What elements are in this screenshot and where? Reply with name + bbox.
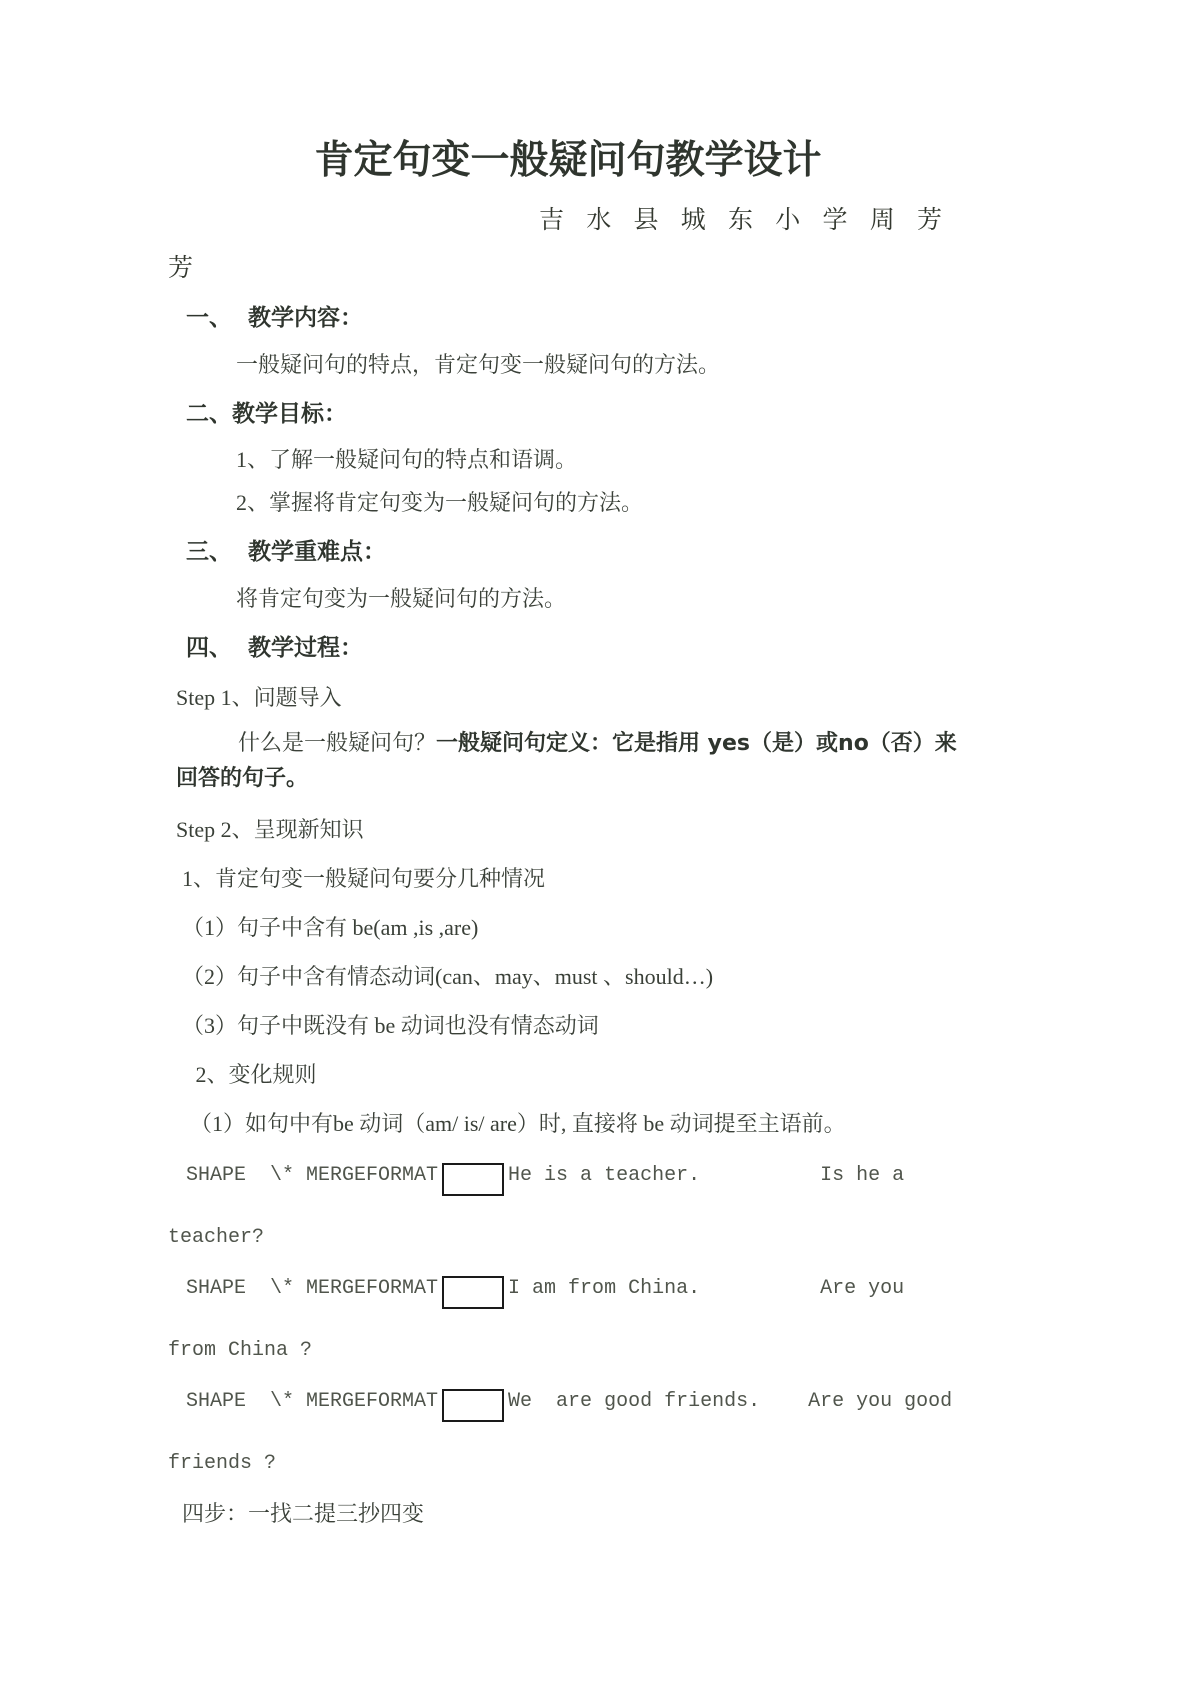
section-body-teaching-content: 一般疑问句的特点，肯定句变一般疑问句的方法。	[236, 351, 721, 377]
example-question-tail-1: teacher?	[168, 1225, 265, 1249]
example-row-3	[168, 1366, 968, 1479]
step-1-body	[168, 714, 968, 796]
step-1-definition: 一般疑问句定义：它是指用 yes（是）或no（否）来回答的句子。	[176, 731, 957, 792]
section-heading-key-difficulties: 三、 教学重难点：	[186, 539, 387, 566]
example-statement-2: I am from China.	[508, 1276, 701, 1300]
example-statement-1: He is a teacher.	[508, 1163, 701, 1187]
example-question-head-1: Is he a	[820, 1163, 905, 1187]
example-question-head-3: Are you good	[808, 1389, 953, 1413]
page-title: 肯定句变一般疑问句教学设计	[314, 138, 822, 183]
case-item-2: （2）句子中含有情态动词(can、may、must 、should…)	[182, 963, 714, 989]
closing-line: 四步：一找二提三抄四变	[182, 1500, 425, 1526]
example-row-2	[168, 1253, 968, 1366]
section-heading-teaching-content: 一、 教学内容：	[186, 305, 364, 332]
rule-item-1: （1）如句中有be 动词（am/ is/ are）时, 直接将 be 动词提至主语前。	[190, 1110, 846, 1136]
section-heading-teaching-process: 四、 教学过程：	[186, 634, 364, 661]
example-statement-3: We are good friends.	[508, 1389, 761, 1413]
byline-author-school: 吉 水 县 城 东 小 学 周 芳	[538, 206, 950, 234]
example-question-tail-3: friends ?	[168, 1451, 277, 1475]
field-code-3: SHAPE \* MERGEFORMAT	[186, 1389, 439, 1413]
step-2-label: Step 2、呈现新知识	[176, 816, 364, 842]
example-question-tail-2: from China ?	[168, 1338, 313, 1362]
step-2-item-2-title: 2、变化规则	[190, 1061, 317, 1087]
shape-placeholder-box-3	[442, 1389, 504, 1422]
case-item-1: （1）句子中含有 be(am ,is ,are)	[182, 914, 479, 940]
step-2-item-1-title: 1、肯定句变一般疑问句要分几种情况	[182, 865, 546, 891]
section-body-key-difficulties: 将肯定句变为一般疑问句的方法。	[236, 585, 567, 611]
shape-placeholder-box-1	[442, 1163, 504, 1196]
objective-item-1: 1、了解一般疑问句的特点和语调。	[236, 447, 578, 473]
example-question-head-2: Are you	[820, 1276, 905, 1300]
shape-placeholder-box-2	[442, 1276, 504, 1309]
byline-wrapped-char: 芳	[168, 254, 194, 282]
field-code-1: SHAPE \* MERGEFORMAT	[186, 1163, 439, 1187]
document-body	[168, 0, 968, 1530]
example-row-1	[168, 1140, 968, 1253]
case-item-3: （3）句子中既没有 be 动词也没有情态动词	[182, 1012, 599, 1038]
step-1-label: Step 1、问题导入	[176, 685, 342, 711]
field-code-2: SHAPE \* MERGEFORMAT	[186, 1276, 439, 1300]
step-1-question: 什么是一般疑问句？	[238, 730, 437, 756]
section-heading-teaching-objectives: 二、教学目标：	[186, 400, 347, 427]
objective-item-2: 2、掌握将肯定句变为一般疑问句的方法。	[236, 490, 644, 516]
